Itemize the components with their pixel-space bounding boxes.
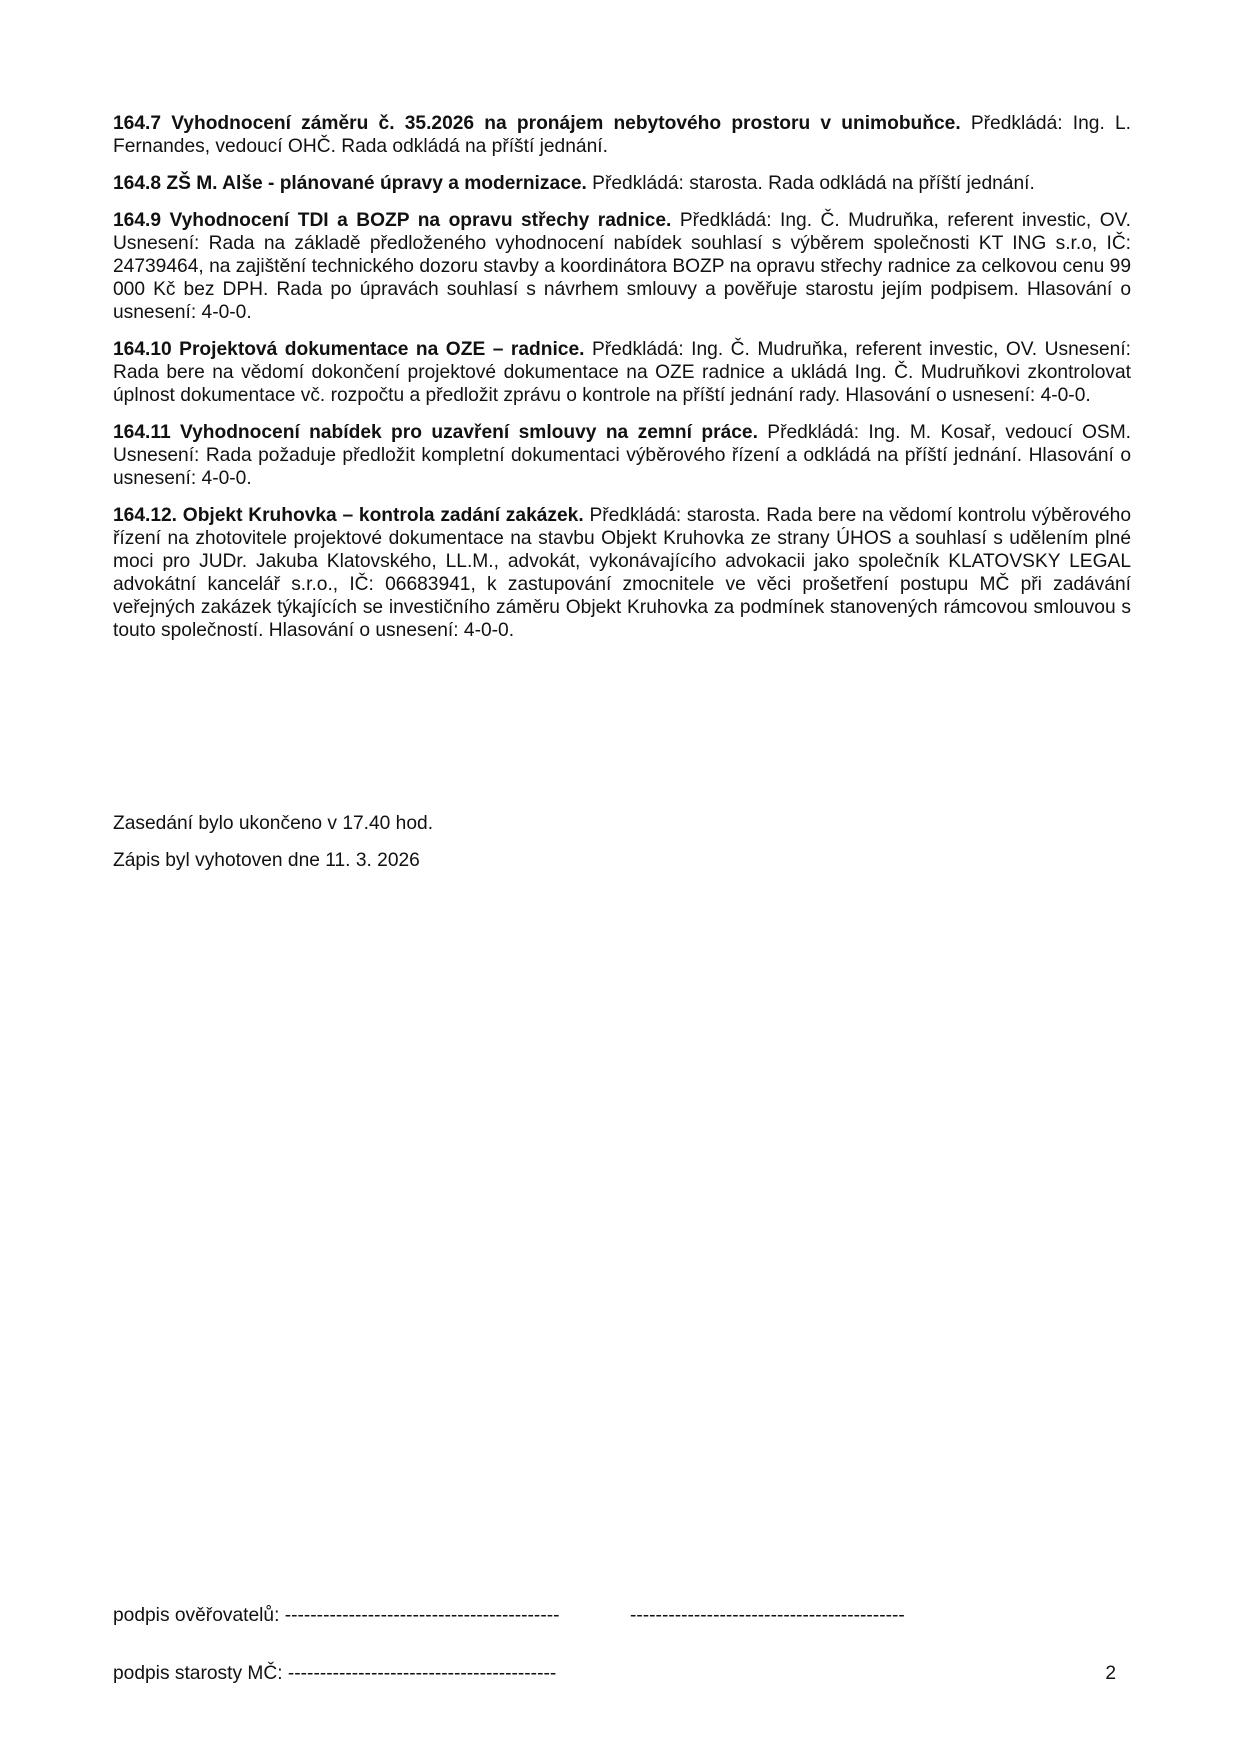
agenda-item-heading: 164.10 Projektová dokumentace na OZE – radnice.: [113, 339, 585, 360]
mayor-signature-line: podpis starosty MČ: ------------------------------------------: [113, 1663, 557, 1684]
meeting-closing: [113, 812, 1113, 886]
agenda-item-164-10: [113, 338, 1131, 407]
agenda-item-164-12: [113, 504, 1131, 642]
agenda-item-body: Předkládá: starosta. Rada bere na vědomí kontrolu výběrového řízení na zhotovitele projektové dokumentace na stavbu Objekt Kruhovka ze strany ÚHOS a souhlasí s udělením plné moci pro JUDr. Jakuba Klatovského, LL.M., advokát, vykonávajícího advokacii jako společník KLATOVSKY LEGAL advokátní kancelář s.r.o., IČ: 06683941, k zastupování zmocnitele ve věci prošetření postupu MČ při zadávání veřejných zakázek týkajících se investičního záměru Objekt Kruhovka za podmínek stanovených rámcovou smlouvou s touto společností. Hlasování o usnesení: 4-0-0.: [113, 505, 1132, 641]
agenda-item-164-8: [113, 172, 1131, 195]
verifiers-signature-line: podpis ověřovatelů: -------------------------------------------: [113, 1605, 560, 1626]
verifiers-signature-row: [113, 1604, 1131, 1627]
agenda-item-164-11: [113, 421, 1131, 490]
meeting-end-time: Zasedání bylo ukončeno v 17.40 hod.: [113, 813, 434, 834]
mayor-signature-row: [113, 1662, 1131, 1685]
agenda-item-164-7: [113, 112, 1131, 158]
agenda-items: [113, 112, 1131, 656]
agenda-item-body: Předkládá: Ing. Č. Mudruňka, referent investic, OV. Usnesení: Rada bere na vědomí dokončení projektové dokumentace na OZE radnice a ukládá Ing. Č. Mudruňkovi zkontrolovat úplnost dokumentace vč. rozpočtu a předložit zprávu o kontrole na příští jednání rady. Hlasování o usnesení: 4-0-0.: [113, 339, 1132, 406]
agenda-item-heading: 164.11 Vyhodnocení nabídek pro uzavření smlouvy na zemní práce.: [113, 422, 758, 443]
agenda-item-heading: 164.9 Vyhodnocení TDI a BOZP na opravu střechy radnice.: [113, 210, 672, 231]
agenda-item-body: Předkládá: Ing. L. Fernandes, vedoucí OHČ. Rada odkládá na příští jednání.: [113, 113, 1131, 157]
agenda-item-heading: 164.12. Objekt Kruhovka – kontrola zadání zakázek.: [113, 505, 584, 526]
agenda-item-heading: 164.8 ZŠ M. Alše - plánované úpravy a modernizace.: [113, 173, 587, 194]
agenda-item-164-9: [113, 209, 1131, 324]
signature-block: [113, 1604, 1131, 1685]
verifiers-signature-line-second: -------------------------------------------: [630, 1605, 905, 1626]
page-number: 2: [1105, 1663, 1116, 1684]
agenda-item-heading: 164.7 Vyhodnocení záměru č. 35.2026 na pronájem nebytového prostoru v unimobuňce.: [113, 113, 961, 134]
agenda-item-body: Předkládá: starosta. Rada odkládá na příští jednání.: [586, 173, 1035, 194]
agenda-item-body: Předkládá: Ing. M. Kosař, vedoucí OSM. Usnesení: Rada požaduje předložit kompletní dokumentaci výběrového řízení a odkládá na příští jednání. Hlasování o usnesení: 4-0-0.: [113, 422, 1132, 489]
minutes-date: Zápis byl vyhotoven dne 11. 3. 2026: [113, 850, 420, 871]
agenda-item-body: Předkládá: Ing. Č. Mudruňka, referent investic, OV. Usnesení: Rada na základě předloženého vyhodnocení nabídek souhlasí s výběrem společnosti KT ING s.r.o, IČ: 24739464, na zajištění technického dozoru stavby a koordinátora BOZP na opravu střechy radnice za celkovou cenu 99 000 Kč bez DPH. Rada po úpravách souhlasí s návrhem smlouvy a pověřuje starostu jejím podpisem. Hlasování o usnesení: 4-0-0.: [113, 210, 1131, 323]
